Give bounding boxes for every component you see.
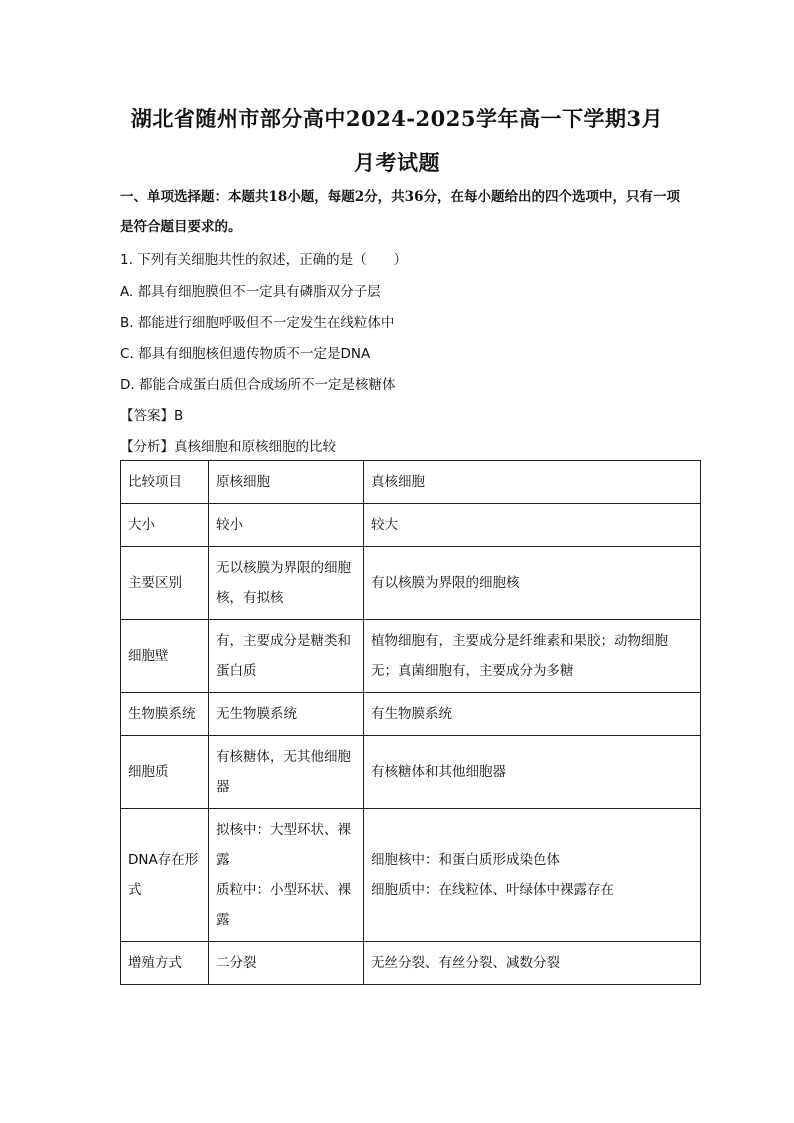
option-b: B. 都能进行细胞呼吸但不一定发生在线粒体中 xyxy=(120,315,395,331)
question-stem: 1. 下列有关细胞共性的叙述，正确的是（ ） xyxy=(120,252,408,268)
table-cell-prokaryote: 二分裂 xyxy=(209,942,364,985)
option-c: C. 都具有细胞核但遗传物质不一定是DNA xyxy=(120,346,371,362)
dna-nucleoid-text: 拟核中：大型环状、裸露 xyxy=(216,822,351,868)
table-cell-prokaryote: 无生物膜系统 xyxy=(209,693,364,736)
table-cell-eukaryote: 有核糖体和其他细胞器 xyxy=(364,736,701,809)
table-row xyxy=(121,809,701,942)
table-header-cell: 比较项目 xyxy=(121,461,209,504)
table-cell-eukaryote: 无丝分裂、有丝分裂、减数分裂 xyxy=(364,942,701,985)
table-header-cell: 原核细胞 xyxy=(209,461,364,504)
table-cell-eukaryote: 有以核膜为界限的细胞核 xyxy=(364,547,701,620)
table-cell-item: 主要区别 xyxy=(121,547,209,620)
table-cell-item: 增殖方式 xyxy=(121,942,209,985)
section-heading: 一、单项选择题：本题共18小题，每题2分，共36分，在每小题给出的四个选项中，只有一项是符合题目要求的。 xyxy=(120,189,680,235)
comparison-table xyxy=(120,460,701,985)
table-cell-eukaryote: 植物细胞有，主要成分是纤维素和果胶；动物细胞无；真菌细胞有，主要成分为多糖 xyxy=(364,620,701,693)
document-title: 湖北省随州市部分高中2024-2025学年高一下学期3月 xyxy=(130,106,664,131)
document-title-line2: 月考试题 xyxy=(354,150,440,175)
table-cell-item: 大小 xyxy=(121,504,209,547)
dna-cytoplasm-text: 细胞质中：在线粒体、叶绿体中裸露存在 xyxy=(371,882,614,898)
table-cell-prokaryote: 有，主要成分是糖类和蛋白质 xyxy=(209,620,364,693)
analysis-label: 【分析】真核细胞和原核细胞的比较 xyxy=(120,439,336,455)
dna-plasmid-text: 质粒中：小型环状、裸露 xyxy=(216,882,351,928)
table-cell-item: 细胞质 xyxy=(121,736,209,809)
dna-nucleus-text: 细胞核中：和蛋白质形成染色体 xyxy=(371,852,560,868)
table-cell-eukaryote: 较大 xyxy=(364,504,701,547)
table-row xyxy=(121,547,701,620)
table-cell-item: DNA存在形式 xyxy=(121,809,209,942)
table-header-cell: 真核细胞 xyxy=(364,461,701,504)
table-row xyxy=(121,736,701,809)
table-cell-eukaryote xyxy=(364,809,701,942)
table-cell-prokaryote: 有核糖体，无其他细胞器 xyxy=(209,736,364,809)
answer-label: 【答案】B xyxy=(120,408,184,424)
table-row xyxy=(121,693,701,736)
table-header-row xyxy=(121,461,701,504)
table-row xyxy=(121,504,701,547)
option-d: D. 都能合成蛋白质但合成场所不一定是核糖体 xyxy=(120,377,396,393)
table-cell-prokaryote: 较小 xyxy=(209,504,364,547)
table-cell-eukaryote: 有生物膜系统 xyxy=(364,693,701,736)
table-cell-prokaryote xyxy=(209,809,364,942)
option-a: A. 都具有细胞膜但不一定具有磷脂双分子层 xyxy=(120,284,381,300)
table-cell-item: 生物膜系统 xyxy=(121,693,209,736)
table-row xyxy=(121,942,701,985)
table-cell-item: 细胞壁 xyxy=(121,620,209,693)
table-cell-prokaryote: 无以核膜为界限的细胞核，有拟核 xyxy=(209,547,364,620)
table-row xyxy=(121,620,701,693)
